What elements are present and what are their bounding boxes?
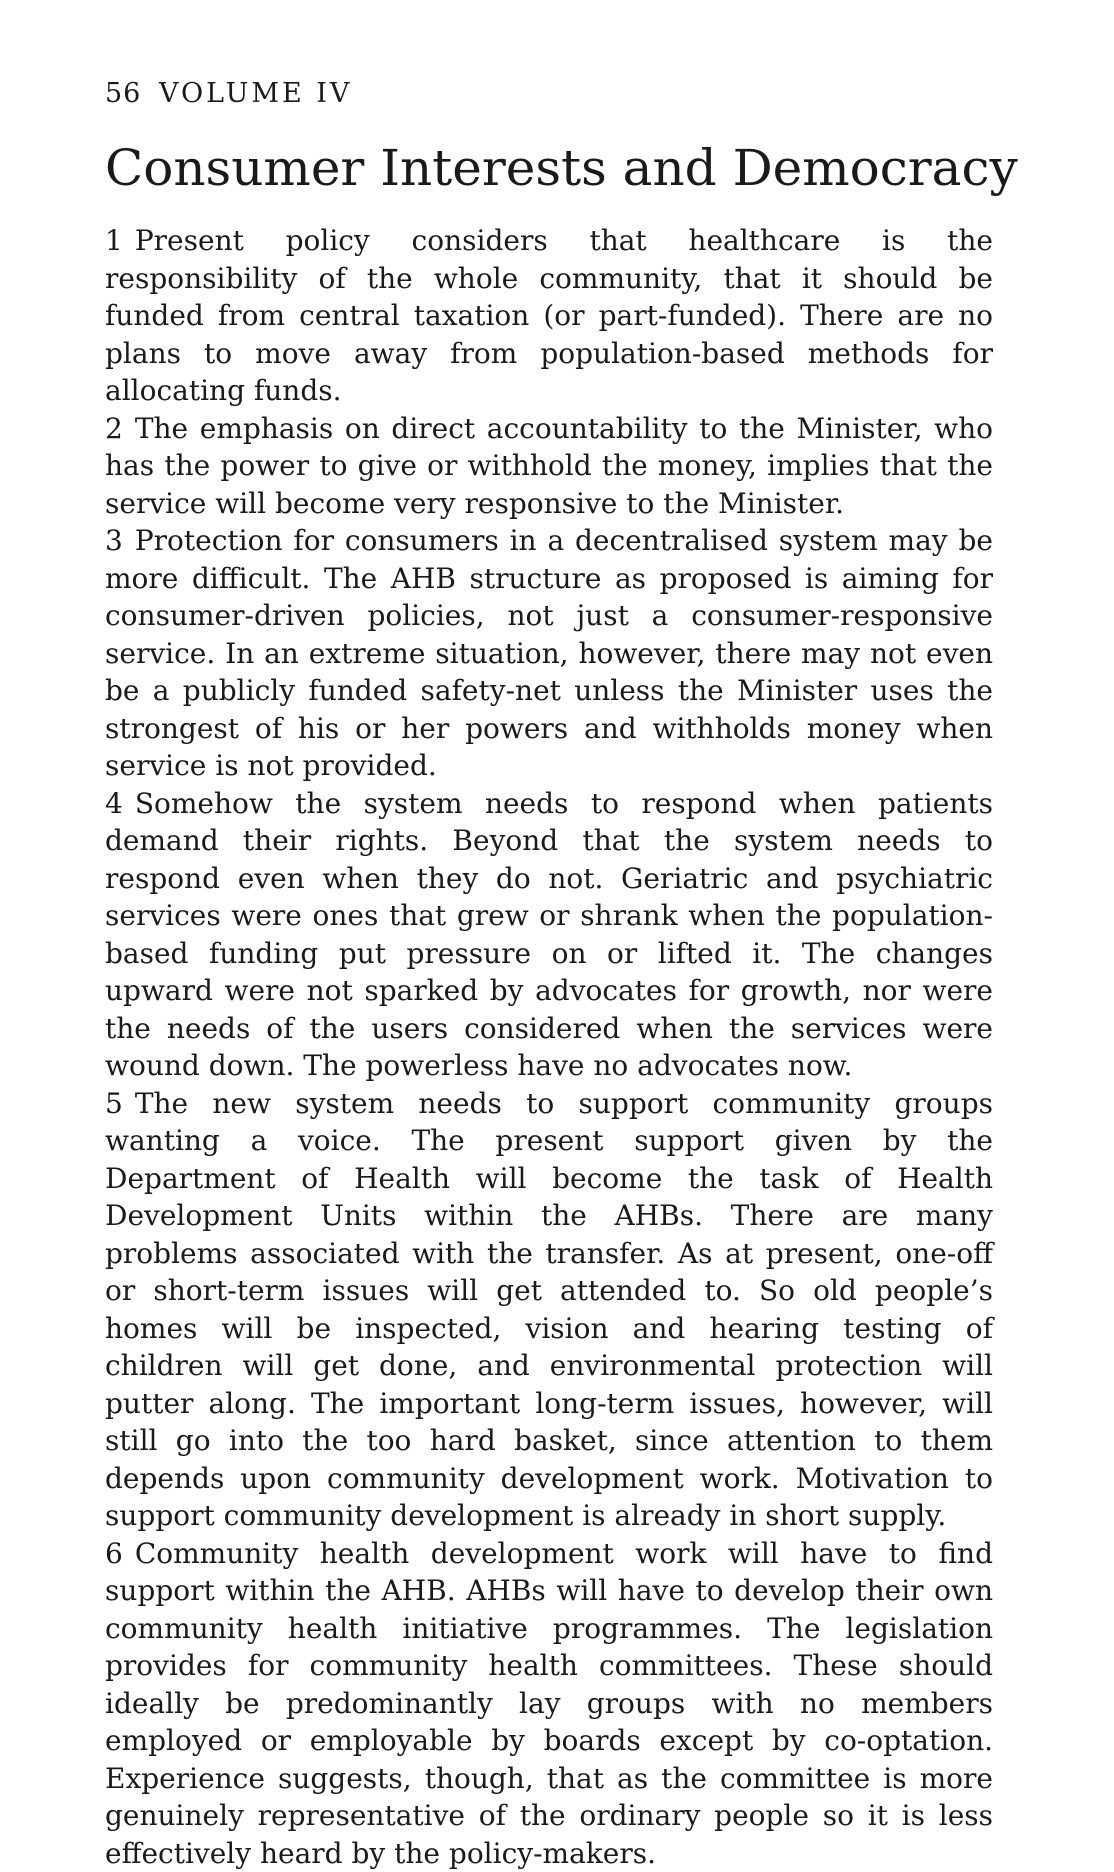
paragraph-text: Somehow the system needs to respond when patients demand their rights. Beyond that the system needs to respond even when they do not. Geriatric and psychiatric services were ones that grew or shrank when the population-based funding put pressure on or lifted it. The changes upward were not sparked by advocates for growth, nor were the needs of the users considered when the services were wound down. The powerless have no advocates now.	[105, 787, 993, 1083]
page-number: 56	[105, 78, 141, 109]
paragraph-number: 5	[105, 1087, 123, 1120]
paragraph-number: 1	[105, 224, 123, 257]
volume-label: VOLUME IV	[159, 78, 352, 109]
paragraph-4	[105, 785, 993, 1085]
paragraph-number: 4	[105, 787, 123, 820]
paragraph-2	[105, 410, 993, 523]
paragraph-text: Community health development work will have to find support within the AHB. AHBs will have to develop their own community health initiative programmes. The legislation provides for community health committees. These should ideally be predominantly lay groups with no members employed or employable by boards except by co-optation. Experience suggests, though, that as the committee is more genuinely representative of the ordinary people so it is less effectively heard by the policy-makers.	[105, 1537, 993, 1870]
paragraph-6	[105, 1535, 993, 1872]
paragraph-number: 2	[105, 412, 123, 445]
paragraph-number: 6	[105, 1537, 123, 1570]
paragraph-text: Protection for consumers in a decentralised system may be more difficult. The AHB structure as proposed is aiming for consumer-driven policies, not just a consumer-responsive service. In an extreme situation, however, there may not even be a publicly funded safety-net unless the Minister uses the strongest of his or her powers and withholds money when service is not provided.	[105, 524, 993, 782]
paragraph-1	[105, 222, 993, 410]
paragraph-text: The emphasis on direct accountability to the Minister, who has the power to give or withhold the money, implies that the service will become very responsive to the Minister.	[105, 412, 993, 520]
paragraph-5	[105, 1085, 993, 1535]
paragraph-text: Present policy considers that healthcare is the responsibility of the whole community, that it should be funded from central taxation (or part-funded). There are no plans to move away from population-based methods for allocating funds.	[105, 224, 993, 407]
page-title: Consumer Interests and Democracy	[105, 138, 1018, 198]
paragraph-3	[105, 522, 993, 785]
running-head	[105, 78, 352, 109]
body-text	[105, 222, 993, 1872]
paragraph-number: 3	[105, 524, 123, 557]
paragraph-text: The new system needs to support community groups wanting a voice. The present support given by the Department of Health will become the task of Health Development Units within the AHBs. There are many problems associated with the transfer. As at present, one-off or short-term issues will get attended to. So old people’s homes will be inspected, vision and hearing testing of children will get done, and environmental protection will putter along. The important long-term issues, however, will still go into the too hard basket, since attention to them depends upon community development work. Motivation to support community development is already in short supply.	[105, 1087, 993, 1533]
